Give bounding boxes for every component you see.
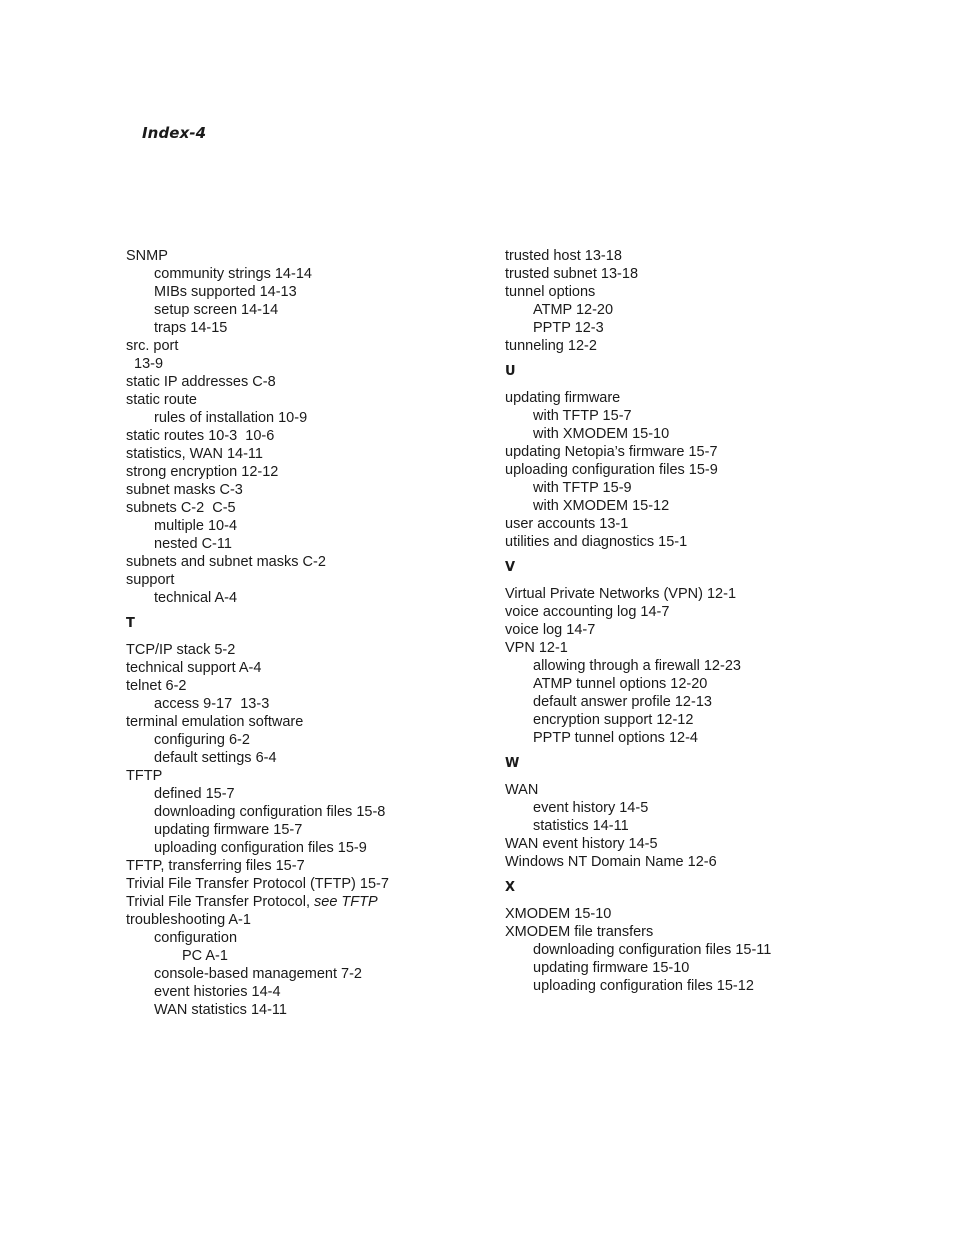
index-subentry-updating-firmware-15-7: updating firmware 15-7 [154,822,303,838]
index-entry-technical-support-a-4: technical support A-4 [126,660,262,676]
index-subentry-default-settings-6-4: default settings 6-4 [154,750,277,766]
index-entry-support: support [126,572,175,588]
index-subentry-statistics-14-11: statistics 14-11 [533,818,629,834]
index-entry-virtual-private-networks-vpn-12-1: Virtual Private Networks (VPN) 12-1 [505,586,737,602]
index-subentry-setup-screen-14-14: setup screen 14-14 [154,302,279,318]
index-subentry-mibs-supported-14-13: MIBs supported 14-13 [154,284,297,300]
index-entry-static-route: static route [126,392,197,408]
index-entry-trivial-file-transfer-protocol [126,893,486,911]
index-subentry-pptp-tunnel-options-12-4: PPTP tunnel options 12-4 [533,730,698,746]
section-letter-t: T [126,616,135,631]
index-entry-static-routes-10-3-10-6: static routes 10-3 10-6 [126,428,275,444]
index-entry-xmodem-15-10: XMODEM 15-10 [505,906,612,922]
index-subentry-nested-c-11: nested C-11 [154,536,232,552]
index-entry-user-accounts-13-1: user accounts 13-1 [505,516,629,532]
index-subentry-event-history-14-5: event history 14-5 [533,800,649,816]
index-entry-tcp-ip-stack-5-2: TCP/IP stack 5-2 [126,642,236,658]
index-subentry-multiple-10-4: multiple 10-4 [154,518,238,534]
index-entry-subnet-masks-c-3: subnet masks C-3 [126,482,243,498]
section-letter-v: V [505,560,516,575]
index-entry-tunneling-12-2: tunneling 12-2 [505,338,597,354]
index-entry-statistics-wan-14-11: statistics, WAN 14-11 [126,446,263,462]
index-subentry-atmp-tunnel-options-12-20: ATMP tunnel options 12-20 [533,676,708,692]
index-subentry-traps-14-15: traps 14-15 [154,320,228,336]
index-subentry-default-answer-profile-12-13: default answer profile 12-13 [533,694,712,710]
index-entry-updating-firmware: updating firmware [505,390,621,406]
index-column-right [505,247,865,995]
index-entry-telnet-6-2: telnet 6-2 [126,678,187,694]
index-entry-tftp: TFTP [126,768,163,784]
index-subentry-technical-a-4: technical A-4 [154,590,238,606]
index-entry-snmp: SNMP [126,248,168,264]
index-subentry-allowing-through-a-firewall-12-23: allowing through a firewall 12-23 [533,658,741,674]
index-entry-trusted-host-13-18: trusted host 13-18 [505,248,622,264]
index-subentry-community-strings-14-14: community strings 14-14 [154,266,312,282]
index-subentry-console-based-management-7-2: console-based management 7-2 [154,966,362,982]
index-entry-trivial-file-transfer-protocol-tftp-15-7: Trivial File Transfer Protocol (TFTP) 15-7 [126,876,389,892]
index-entry-text: Trivial File Transfer Protocol, [126,894,315,910]
index-entry-wan-event-history-14-5: WAN event history 14-5 [505,836,658,852]
section-letter-w: W [505,756,520,771]
index-subentry-downloading-configuration-files-15-8: downloading configuration files 15-8 [154,804,386,820]
index-entry-voice-log-14-7: voice log 14-7 [505,622,596,638]
index-subentry-wan-statistics-14-11: WAN statistics 14-11 [154,1002,287,1018]
index-entry-windows-nt-domain-name-12-6: Windows NT Domain Name 12-6 [505,854,717,870]
index-subentry-pptp-12-3: PPTP 12-3 [533,320,604,336]
index-column-left [126,247,486,1019]
index-entry-tunnel-options: tunnel options [505,284,596,300]
index-subentry-rules-of-installation-10-9: rules of installation 10-9 [154,410,308,426]
see-reference: see TFTP [314,894,378,910]
index-subentry-with-xmodem-15-10: with XMODEM 15-10 [533,426,670,442]
index-subentry-with-xmodem-15-12: with XMODEM 15-12 [533,498,670,514]
index-entry-updating-netopia-s-firmware-15-7: updating Netopia’s firmware 15-7 [505,444,718,460]
index-entry-subnets-c-2-c-5: subnets C-2 C-5 [126,500,236,516]
index-entry-src-port: src. port [126,338,179,354]
index-subentry-defined-15-7: defined 15-7 [154,786,235,802]
section-letter-u: U [505,364,516,379]
index-subentry-with-tftp-15-7: with TFTP 15-7 [533,408,632,424]
index-entry-vpn-12-1: VPN 12-1 [505,640,568,656]
index-entry-trusted-subnet-13-18: trusted subnet 13-18 [505,266,639,282]
index-subentry-updating-firmware-15-10: updating firmware 15-10 [533,960,690,976]
section-letter-x: X [505,880,516,895]
index-entry-terminal-emulation-software: terminal emulation software [126,714,304,730]
index-entry-13-9: 13-9 [126,356,164,372]
index-subentry-with-tftp-15-9: with TFTP 15-9 [533,480,632,496]
index-entry-uploading-configuration-files-15-9: uploading configuration files 15-9 [505,462,718,478]
index-subentry-configuration: configuration [154,930,238,946]
index-entry-utilities-and-diagnostics-15-1: utilities and diagnostics 15-1 [505,534,688,550]
index-subentry-configuring-6-2: configuring 6-2 [154,732,250,748]
index-entry-troubleshooting-a-1: troubleshooting A-1 [126,912,251,928]
index-subentry-access-9-17-13-3: access 9-17 13-3 [154,696,270,712]
index-subentry-uploading-configuration-files-15-9: uploading configuration files 15-9 [154,840,367,856]
index-subentry-atmp-12-20: ATMP 12-20 [533,302,614,318]
index-subentry-downloading-configuration-files-15-11: downloading configuration files 15-11 [533,942,772,958]
index-entry-subnets-and-subnet-masks-c-2: subnets and subnet masks C-2 [126,554,326,570]
index-entry-tftp-transferring-files-15-7: TFTP, transferring files 15-7 [126,858,305,874]
index-entry-voice-accounting-log-14-7: voice accounting log 14-7 [505,604,670,620]
index-subentry-event-histories-14-4: event histories 14-4 [154,984,281,1000]
page-number-header: Index-4 [142,124,207,142]
index-subentry-pc-a-1: PC A-1 [182,948,228,964]
index-entry-strong-encryption-12-12: strong encryption 12-12 [126,464,279,480]
index-subentry-encryption-support-12-12: encryption support 12-12 [533,712,694,728]
index-entry-wan: WAN [505,782,539,798]
index-subentry-uploading-configuration-files-15-12: uploading configuration files 15-12 [533,978,754,994]
index-entry-static-ip-addresses-c-8: static IP addresses C-8 [126,374,276,390]
index-entry-xmodem-file-transfers: XMODEM file transfers [505,924,654,940]
